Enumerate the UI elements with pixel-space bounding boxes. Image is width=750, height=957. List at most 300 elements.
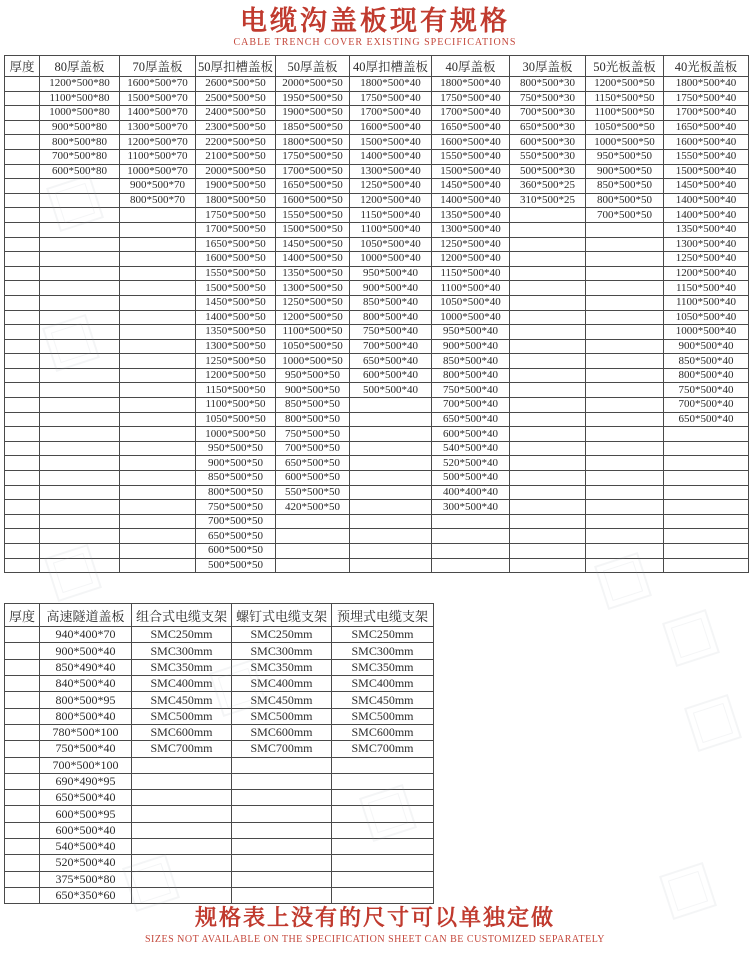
table-cell	[332, 822, 434, 838]
table-cell: 1450*500*40	[664, 179, 749, 194]
table-cell: 1200*500*80	[40, 77, 120, 92]
table-cell	[350, 441, 432, 456]
table-cell: 1800*500*40	[432, 77, 510, 92]
table-cell: 750*500*30	[510, 91, 586, 106]
table-cell	[664, 471, 749, 486]
table-cell: 1100*500*70	[120, 149, 196, 164]
table-cell: 1250*500*50	[276, 295, 350, 310]
table-cell: 1100*500*40	[664, 295, 749, 310]
table-cell: 2500*500*50	[196, 91, 276, 106]
table-cell: SMC600mm	[332, 724, 434, 740]
column-header: 70厚盖板	[120, 56, 196, 77]
table-cell	[5, 325, 40, 340]
table-cell	[5, 368, 40, 383]
table-cell	[586, 354, 664, 369]
table-cell	[332, 855, 434, 871]
table-cell	[120, 412, 196, 427]
table-cell: 800*500*70	[120, 193, 196, 208]
table-cell: 1400*500*50	[276, 252, 350, 267]
table-row	[5, 295, 749, 310]
table-cell: 950*500*50	[196, 441, 276, 456]
table-cell	[510, 544, 586, 559]
table-cell: 900*500*40	[664, 339, 749, 354]
table-row	[5, 164, 749, 179]
table-cell: 700*500*80	[40, 149, 120, 164]
table-cell	[40, 456, 120, 471]
table-cell: 1700*500*50	[276, 164, 350, 179]
table-cell: 1800*500*40	[350, 77, 432, 92]
table-cell: 1050*500*40	[432, 295, 510, 310]
table-cell	[232, 773, 332, 789]
table-cell	[510, 529, 586, 544]
table-cell	[5, 871, 40, 887]
table-row	[5, 627, 434, 643]
table-cell: 1050*500*50	[196, 412, 276, 427]
table-cell	[40, 179, 120, 194]
table-cell	[586, 558, 664, 573]
table-cell	[510, 368, 586, 383]
table-cell: 1800*500*40	[664, 77, 749, 92]
table-cell	[510, 281, 586, 296]
table-cell: SMC250mm	[332, 627, 434, 643]
table-cell: SMC300mm	[132, 643, 232, 659]
table-cell: 750*500*40	[432, 383, 510, 398]
table-cell: 1150*500*50	[196, 383, 276, 398]
table-row	[5, 266, 749, 281]
table-cell: 1350*500*40	[432, 208, 510, 223]
table-cell	[5, 179, 40, 194]
table-cell: 650*500*40	[40, 790, 132, 806]
table-cell: 1500*500*40	[350, 135, 432, 150]
table-cell	[5, 456, 40, 471]
page-subtitle: CABLE TRENCH COVER EXISTING SPECIFICATIONS	[233, 37, 517, 48]
table-cell	[586, 237, 664, 252]
table-cell	[132, 822, 232, 838]
table-cell: SMC400mm	[132, 676, 232, 692]
table-cell	[5, 339, 40, 354]
table-cell	[510, 485, 586, 500]
table-cell: SMC450mm	[132, 692, 232, 708]
table-cell: 1700*500*40	[432, 106, 510, 121]
table-row	[5, 106, 749, 121]
table-cell	[586, 325, 664, 340]
column-header: 40厚盖板	[432, 56, 510, 77]
table-cell	[40, 252, 120, 267]
table-cell: 1050*500*40	[664, 310, 749, 325]
table-cell: 1150*500*50	[586, 91, 664, 106]
table-cell	[5, 441, 40, 456]
page-footer	[0, 901, 750, 945]
table-cell: 800*500*50	[196, 485, 276, 500]
table-row	[5, 643, 434, 659]
table-cell: 600*500*50	[196, 544, 276, 559]
table-cell	[5, 471, 40, 486]
table-row	[5, 77, 749, 92]
table-cell: 1400*500*40	[664, 208, 749, 223]
table-cell	[276, 558, 350, 573]
table-cell	[664, 456, 749, 471]
column-header: 30厚盖板	[510, 56, 586, 77]
table-cell: SMC450mm	[232, 692, 332, 708]
table-cell	[5, 790, 40, 806]
table-cell	[5, 164, 40, 179]
table-cell	[510, 500, 586, 515]
table-cell: 1200*500*40	[664, 266, 749, 281]
table-cell	[332, 773, 434, 789]
table-cell	[432, 529, 510, 544]
table-cell: 700*500*50	[196, 514, 276, 529]
table-cell: 780*500*100	[40, 724, 132, 740]
table-cell: 1750*500*40	[350, 91, 432, 106]
table-cell	[510, 354, 586, 369]
table-cell	[5, 676, 40, 692]
table-cell: 1100*500*40	[350, 222, 432, 237]
table-cell: 900*500*40	[432, 339, 510, 354]
table-cell: 1200*500*40	[432, 252, 510, 267]
table-row	[5, 676, 434, 692]
table-cell	[40, 208, 120, 223]
table-cell	[5, 193, 40, 208]
table-cell: 1000*500*50	[196, 427, 276, 442]
header-row	[5, 604, 434, 627]
table-cell	[40, 398, 120, 413]
table-cell	[5, 412, 40, 427]
column-header: 厚度	[5, 56, 40, 77]
table-cell	[510, 383, 586, 398]
table-cell: 750*500*40	[664, 383, 749, 398]
table-cell	[232, 822, 332, 838]
table-cell: 1450*500*40	[432, 179, 510, 194]
table-cell: 1600*500*40	[350, 120, 432, 135]
table-cell: 1700*500*40	[350, 106, 432, 121]
table-row	[5, 339, 749, 354]
table-cell: SMC700mm	[132, 741, 232, 757]
table-cell: 1150*500*40	[664, 281, 749, 296]
table-row	[5, 757, 434, 773]
table-cell	[120, 368, 196, 383]
table-cell	[40, 471, 120, 486]
table-row	[5, 237, 749, 252]
table-cell: 2300*500*50	[196, 120, 276, 135]
table-cell	[5, 643, 40, 659]
table-cell: 1000*500*40	[350, 252, 432, 267]
table-cell	[120, 398, 196, 413]
table-cell: 1000*500*70	[120, 164, 196, 179]
table-cell: SMC500mm	[132, 708, 232, 724]
table-cell	[350, 514, 432, 529]
table-cell: 650*500*40	[350, 354, 432, 369]
table-cell: SMC300mm	[332, 643, 434, 659]
table-row	[5, 383, 749, 398]
table-cell	[40, 500, 120, 515]
table-cell: 800*500*95	[40, 692, 132, 708]
table-cell	[120, 310, 196, 325]
table-row	[5, 724, 434, 740]
column-header: 50厚盖板	[276, 56, 350, 77]
table-cell	[5, 806, 40, 822]
table-cell	[120, 325, 196, 340]
table-row	[5, 193, 749, 208]
table-cell	[510, 325, 586, 340]
table-cell	[510, 295, 586, 310]
table-cell: 360*500*25	[510, 179, 586, 194]
table-cell	[5, 514, 40, 529]
table-cell: 650*500*50	[276, 456, 350, 471]
table-cell	[40, 295, 120, 310]
table-cell	[276, 544, 350, 559]
table-cell: 1200*500*50	[586, 77, 664, 92]
table-cell: 1250*500*50	[196, 354, 276, 369]
table-cell	[5, 773, 40, 789]
table-cell: 520*500*40	[40, 855, 132, 871]
table-cell	[5, 252, 40, 267]
table-cell: 700*500*50	[276, 441, 350, 456]
table-cell: 1750*500*50	[196, 208, 276, 223]
table-cell: 750*500*50	[276, 427, 350, 442]
table-cell	[664, 544, 749, 559]
table-cell	[5, 135, 40, 150]
table-cell	[586, 310, 664, 325]
table-cell	[40, 339, 120, 354]
tunnel-cover-and-bracket-table	[4, 603, 434, 904]
table-cell: 1350*500*40	[664, 222, 749, 237]
table-cell: 650*500*30	[510, 120, 586, 135]
table-cell	[586, 412, 664, 427]
table-cell: 1100*500*50	[196, 398, 276, 413]
table-cell	[40, 427, 120, 442]
table-cell	[350, 456, 432, 471]
table-row	[5, 708, 434, 724]
table-cell: 1200*500*70	[120, 135, 196, 150]
table-cell	[510, 237, 586, 252]
table-cell	[5, 295, 40, 310]
table-cell	[510, 310, 586, 325]
table-cell	[40, 281, 120, 296]
table-cell	[5, 627, 40, 643]
table-cell: SMC500mm	[332, 708, 434, 724]
table-cell	[586, 383, 664, 398]
table-cell	[664, 485, 749, 500]
table-cell	[232, 871, 332, 887]
table-cell	[350, 558, 432, 573]
table-cell	[5, 91, 40, 106]
table-cell: 1050*500*50	[276, 339, 350, 354]
table-cell	[586, 485, 664, 500]
table-cell	[5, 427, 40, 442]
table-row	[5, 91, 749, 106]
table-cell: 1000*500*50	[586, 135, 664, 150]
table-cell	[120, 471, 196, 486]
table-cell	[332, 806, 434, 822]
table-cell	[432, 544, 510, 559]
table-cell: 1200*500*40	[350, 193, 432, 208]
table-cell	[586, 441, 664, 456]
table-cell: 1150*500*40	[432, 266, 510, 281]
table-cell: 1500*500*40	[664, 164, 749, 179]
table-cell	[232, 806, 332, 822]
table-cell	[5, 266, 40, 281]
table-cell	[5, 558, 40, 573]
table-cell	[586, 471, 664, 486]
table-cell	[5, 383, 40, 398]
table-cell: 1650*500*50	[276, 179, 350, 194]
table-cell	[510, 427, 586, 442]
column-header: 厚度	[5, 604, 40, 627]
table-cell	[120, 500, 196, 515]
table-cell: 500*500*50	[196, 558, 276, 573]
table-cell	[5, 237, 40, 252]
table-cell	[5, 208, 40, 223]
table-cell: 1000*500*40	[432, 310, 510, 325]
table-cell: 550*500*50	[276, 485, 350, 500]
table-row	[5, 149, 749, 164]
column-header: 组合式电缆支架	[132, 604, 232, 627]
table-cell	[586, 544, 664, 559]
table-row	[5, 822, 434, 838]
table-cell: 900*500*70	[120, 179, 196, 194]
table-cell: 1700*500*50	[196, 222, 276, 237]
table-cell: 1250*500*40	[350, 179, 432, 194]
table-cell	[586, 339, 664, 354]
table-cell	[120, 208, 196, 223]
table-cell	[40, 325, 120, 340]
column-header: 40光板盖板	[664, 56, 749, 77]
table-cell	[120, 252, 196, 267]
table-cell: 690*490*95	[40, 773, 132, 789]
table-cell	[350, 485, 432, 500]
table-cell	[664, 427, 749, 442]
table-cell: 700*500*30	[510, 106, 586, 121]
table-cell: SMC400mm	[332, 676, 434, 692]
table-cell	[5, 855, 40, 871]
table-cell: 700*500*40	[432, 398, 510, 413]
footer-title: 规格表上没有的尺寸可以单独定做	[194, 905, 555, 930]
table-cell	[664, 441, 749, 456]
table-cell: SMC450mm	[332, 692, 434, 708]
table-cell: 950*500*50	[276, 368, 350, 383]
table-cell	[40, 441, 120, 456]
table-cell: 1100*500*50	[586, 106, 664, 121]
table-cell: SMC500mm	[232, 708, 332, 724]
table-cell	[40, 266, 120, 281]
table-cell: 540*500*40	[432, 441, 510, 456]
table-cell: 1050*500*50	[586, 120, 664, 135]
table-cell	[586, 222, 664, 237]
table-row	[5, 529, 749, 544]
table-cell	[132, 757, 232, 773]
table-cell: SMC400mm	[232, 676, 332, 692]
table-cell	[232, 757, 332, 773]
table-cell: SMC700mm	[332, 741, 434, 757]
table-cell	[350, 500, 432, 515]
table-cell: 600*500*30	[510, 135, 586, 150]
table-cell: 650*500*40	[664, 412, 749, 427]
table-cell: 1550*500*40	[432, 149, 510, 164]
table-cell	[40, 514, 120, 529]
table-row	[5, 839, 434, 855]
table-row	[5, 790, 434, 806]
table-cell	[120, 222, 196, 237]
table-cell: 650*500*40	[432, 412, 510, 427]
table-cell: 750*500*40	[40, 741, 132, 757]
table-cell: 500*500*30	[510, 164, 586, 179]
table-cell	[120, 295, 196, 310]
table-cell	[432, 514, 510, 529]
table-cell: 520*500*40	[432, 456, 510, 471]
table-cell: 1300*500*50	[196, 339, 276, 354]
table-cell: 1400*500*40	[432, 193, 510, 208]
table-cell: 1200*500*50	[276, 310, 350, 325]
table-cell	[350, 412, 432, 427]
table-cell: 650*500*50	[196, 529, 276, 544]
table-cell: 500*500*40	[350, 383, 432, 398]
table-cell: 1300*500*40	[350, 164, 432, 179]
table-cell: 800*500*40	[432, 368, 510, 383]
table-cell	[5, 354, 40, 369]
table-cell: 1350*500*50	[276, 266, 350, 281]
table-cell: 900*500*50	[196, 456, 276, 471]
table-cell: 1300*500*40	[432, 222, 510, 237]
table-cell	[5, 724, 40, 740]
table-cell	[132, 871, 232, 887]
table-cell: 600*500*95	[40, 806, 132, 822]
table-cell	[586, 500, 664, 515]
table-cell	[586, 266, 664, 281]
table-cell: 700*500*40	[664, 398, 749, 413]
table-row	[5, 412, 749, 427]
table-cell: 1000*500*50	[276, 354, 350, 369]
table-cell: 900*500*50	[586, 164, 664, 179]
table-cell: 400*400*40	[432, 485, 510, 500]
table-row	[5, 514, 749, 529]
table-cell: 900*500*40	[40, 643, 132, 659]
table-cell: 1400*500*40	[664, 193, 749, 208]
table-cell: 850*500*40	[664, 354, 749, 369]
table-cell: SMC250mm	[232, 627, 332, 643]
table-cell: 1600*500*50	[196, 252, 276, 267]
column-header: 螺钉式电缆支架	[232, 604, 332, 627]
table-cell: 700*500*100	[40, 757, 132, 773]
table-cell: 1450*500*50	[276, 237, 350, 252]
table-cell	[120, 529, 196, 544]
table-cell: 600*500*40	[350, 368, 432, 383]
table-cell	[5, 485, 40, 500]
table-cell	[586, 514, 664, 529]
table-cell: 850*500*40	[432, 354, 510, 369]
cover-spec-table	[4, 55, 749, 573]
table-cell	[510, 398, 586, 413]
table-cell: 1700*500*40	[664, 106, 749, 121]
table-cell	[120, 354, 196, 369]
watermark-stamp	[662, 609, 720, 667]
table-cell: 1500*500*40	[432, 164, 510, 179]
table-row	[5, 441, 749, 456]
table-cell: SMC350mm	[232, 659, 332, 675]
table-cell: 375*500*80	[40, 871, 132, 887]
table-cell	[332, 757, 434, 773]
table-cell: 700*500*40	[350, 339, 432, 354]
column-header: 80厚盖板	[40, 56, 120, 77]
table-cell: 800*500*80	[40, 135, 120, 150]
table-cell	[40, 237, 120, 252]
table-cell: 1500*500*50	[196, 281, 276, 296]
table-cell: 1650*500*50	[196, 237, 276, 252]
table-cell	[510, 441, 586, 456]
table-cell	[5, 281, 40, 296]
table-cell: 540*500*40	[40, 839, 132, 855]
table-cell: 800*500*50	[276, 412, 350, 427]
table-cell	[5, 222, 40, 237]
